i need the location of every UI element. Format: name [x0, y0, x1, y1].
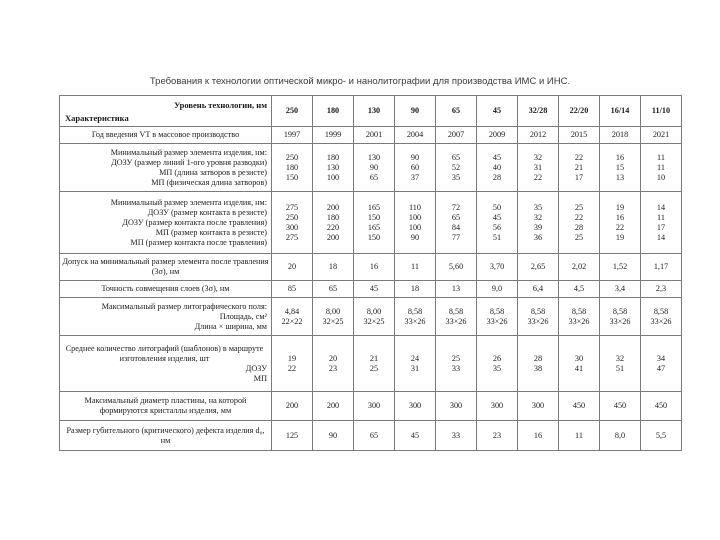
cell-value: 19	[615, 232, 625, 242]
cell-value: 165	[367, 202, 381, 212]
table-cell	[272, 298, 313, 336]
table-cell: 300	[477, 392, 518, 421]
cell-value: 8,58	[448, 306, 464, 316]
table-cell	[518, 298, 559, 336]
table-cell: 3,4	[600, 281, 641, 298]
row-subline: ДОЗУ (размер контакта в резисте)	[147, 207, 267, 217]
table-cell	[354, 144, 395, 192]
table-cell: 65	[354, 421, 395, 451]
cell-value: 13	[615, 172, 625, 182]
row-subline: ДОЗУ (размер линий 1-ого уровня разводки)	[111, 157, 267, 167]
table-cell: 3,70	[477, 254, 518, 281]
cell-value: 8,58	[571, 306, 587, 316]
cell-value: 17	[656, 222, 666, 232]
cell-value: 40	[492, 162, 502, 172]
cell-value: 33×26	[568, 316, 590, 326]
cell-value: 250	[285, 152, 299, 162]
table-cell	[600, 298, 641, 336]
table-cell	[477, 298, 518, 336]
table-cell	[436, 144, 477, 192]
cell-value: 30	[574, 353, 584, 363]
header-row	[60, 96, 682, 127]
cell-value: 22	[574, 152, 584, 162]
table-cell: 1999	[313, 127, 354, 144]
row-label: Размер губительного (критического) дефекта изделия d₀, нм	[60, 421, 272, 451]
table-cell: 23	[477, 421, 518, 451]
table-cell: 5,5	[641, 421, 682, 451]
table-cell	[559, 336, 600, 392]
cell-value: 24	[410, 353, 420, 363]
table-cell: 200	[313, 392, 354, 421]
table-cell: 2018	[600, 127, 641, 144]
cell-value: 84	[451, 222, 461, 232]
cell-value: 15	[615, 162, 625, 172]
row-label: Максимальный диаметр пластины, на которой формируются кристаллы изделия, мм	[60, 392, 272, 421]
table-cell	[354, 336, 395, 392]
table-cell	[600, 144, 641, 192]
table-caption: Требования к технологии оптической микро- и нанолитографии для производства ИМС и ИНС.	[149, 76, 571, 87]
cell-value: 60	[410, 162, 420, 172]
cell-value: 8,00	[325, 306, 341, 316]
cell-value: 35	[533, 202, 543, 212]
cell-value: 90	[410, 232, 420, 242]
cell-value: 90	[369, 162, 379, 172]
table-cell: 6,4	[518, 281, 559, 298]
row-subline: ДОЗУ (размер контакта после травления)	[122, 217, 267, 227]
cell-value: 23	[328, 363, 338, 373]
row-label: Год введения VT в массовое производство	[60, 127, 272, 144]
cell-value: 150	[285, 172, 299, 182]
cell-value: 220	[326, 222, 340, 232]
table-cell	[354, 298, 395, 336]
cell-value: 14	[656, 202, 666, 212]
cell-value: 33×26	[527, 316, 549, 326]
table-cell	[395, 298, 436, 336]
cell-value: 36	[533, 232, 543, 242]
cell-value: 8,58	[530, 306, 546, 316]
cell-value: 33	[451, 363, 461, 373]
cell-value: 20	[328, 353, 338, 363]
cell-value: 11	[657, 212, 665, 222]
level-header-cell: 90	[395, 96, 436, 127]
table-cell	[641, 336, 682, 392]
table-cell: 11	[395, 254, 436, 281]
cell-value: 22	[533, 172, 543, 182]
table-cell: 8,0	[600, 421, 641, 451]
cell-value: 28	[574, 222, 584, 232]
cell-value: 22×22	[281, 316, 303, 326]
table-cell: 125	[272, 421, 313, 451]
cell-value: 180	[326, 152, 340, 162]
table-cell	[313, 192, 354, 254]
cell-value: 33×26	[445, 316, 467, 326]
cell-value: 51	[492, 232, 502, 242]
table-cell	[436, 298, 477, 336]
cell-value: 32	[533, 212, 543, 222]
table-cell: 1,17	[641, 254, 682, 281]
table-cell: 4,5	[559, 281, 600, 298]
cell-value: 72	[451, 202, 461, 212]
cell-value: 21	[369, 353, 379, 363]
cell-value: 22	[574, 212, 584, 222]
table-cell	[641, 298, 682, 336]
cell-value: 35	[492, 363, 502, 373]
table-cell	[313, 298, 354, 336]
table-cell: 2015	[559, 127, 600, 144]
cell-value: 47	[656, 363, 666, 373]
cell-value: 275	[285, 202, 299, 212]
table-cell: 2,65	[518, 254, 559, 281]
cell-value: 25	[574, 202, 584, 212]
cell-value: 17	[574, 172, 584, 182]
table-cell: 200	[272, 392, 313, 421]
row-subline: Площадь, см²	[219, 311, 267, 321]
row-label: Допуск на минимальный размер элемента после травления (3σ), нм	[60, 254, 272, 281]
table-cell	[272, 192, 313, 254]
cell-value: 38	[533, 363, 543, 373]
row-title: Максимальный размер литографического поля:	[101, 301, 267, 311]
table-cell	[477, 336, 518, 392]
table-cell: 450	[641, 392, 682, 421]
table-row	[60, 144, 682, 192]
table-cell: 300	[518, 392, 559, 421]
cell-value: 19	[287, 353, 297, 363]
cell-value: 150	[367, 212, 381, 222]
cell-value: 33×26	[486, 316, 508, 326]
table-cell: 450	[600, 392, 641, 421]
table-cell	[559, 192, 600, 254]
table-cell: 20	[272, 254, 313, 281]
table-cell: 2009	[477, 127, 518, 144]
cell-value: 33×26	[650, 316, 672, 326]
cell-value: 22	[287, 363, 297, 373]
requirements-table	[59, 95, 682, 451]
row-subline: МП (размер контакта после травления)	[130, 237, 267, 247]
level-header-cell: 130	[354, 96, 395, 127]
table-cell: 45	[354, 281, 395, 298]
table-cell: 11	[559, 421, 600, 451]
level-header-cell: 32/28	[518, 96, 559, 127]
table-row	[60, 254, 682, 281]
cell-value: 45	[492, 212, 502, 222]
table-cell: 2007	[436, 127, 477, 144]
table-cell: 300	[354, 392, 395, 421]
level-header-cell: 22/20	[559, 96, 600, 127]
table-cell	[559, 298, 600, 336]
table-cell	[600, 336, 641, 392]
table-cell	[477, 144, 518, 192]
cell-value: 8,58	[653, 306, 669, 316]
cell-value: 8,00	[366, 306, 382, 316]
cell-value: 32	[533, 152, 543, 162]
characteristic-header-label: Характеристика	[65, 113, 129, 123]
cell-value: 50	[492, 202, 502, 212]
cell-value: 200	[326, 202, 340, 212]
cell-value: 33×26	[404, 316, 426, 326]
cell-value: 28	[533, 353, 543, 363]
cell-value: 65	[451, 212, 461, 222]
row-label	[60, 298, 272, 336]
cell-value: 16	[615, 152, 625, 162]
table-cell	[477, 192, 518, 254]
table-cell: 18	[313, 254, 354, 281]
cell-value: 180	[285, 162, 299, 172]
table-cell	[559, 144, 600, 192]
cell-value: 275	[285, 232, 299, 242]
row-subline: МП (длина затворов в резисте)	[159, 167, 267, 177]
cell-value: 165	[367, 222, 381, 232]
table-cell	[272, 144, 313, 192]
cell-value: 39	[533, 222, 543, 232]
cell-value: 35	[451, 172, 461, 182]
row-label	[60, 336, 272, 392]
table-cell	[436, 336, 477, 392]
cell-value: 100	[408, 222, 422, 232]
cell-value: 150	[367, 232, 381, 242]
table-cell: 2,02	[559, 254, 600, 281]
cell-value: 250	[285, 212, 299, 222]
cell-value: 65	[451, 152, 461, 162]
table-cell	[395, 336, 436, 392]
cell-value: 32×25	[322, 316, 344, 326]
row-title: Среднее количество литографий (шаблонов) в маршруте изготовления изделия, шт	[65, 343, 264, 363]
table-cell: 2,3	[641, 281, 682, 298]
table-cell: 2012	[518, 127, 559, 144]
cell-value: 32×25	[363, 316, 385, 326]
table-cell	[518, 336, 559, 392]
cell-value: 110	[409, 202, 421, 212]
table-cell: 9,0	[477, 281, 518, 298]
row-subline: МП (размер контакта в резисте)	[155, 227, 267, 237]
table-row	[60, 421, 682, 451]
cell-value: 200	[326, 232, 340, 242]
table-cell	[518, 192, 559, 254]
level-header-label: Уровень технологии, нм	[174, 100, 267, 110]
row-label	[60, 144, 272, 192]
row-label	[60, 192, 272, 254]
cell-value: 8,58	[612, 306, 628, 316]
cell-value: 77	[451, 232, 461, 242]
cell-value: 31	[533, 162, 543, 172]
table-cell: 90	[313, 421, 354, 451]
table-row	[60, 392, 682, 421]
level-header-cell: 11/10	[641, 96, 682, 127]
cell-value: 100	[326, 172, 340, 182]
table-cell: 2021	[641, 127, 682, 144]
table-cell: 2001	[354, 127, 395, 144]
cell-value: 16	[615, 212, 625, 222]
table-cell: 33	[436, 421, 477, 451]
cell-value: 52	[451, 162, 461, 172]
row-subline: ДОЗУ	[245, 363, 267, 373]
cell-value: 65	[369, 172, 379, 182]
row-title: Минимальный размер элемента изделия, нм:	[110, 197, 267, 207]
cell-value: 28	[492, 172, 502, 182]
table-cell	[354, 192, 395, 254]
table-cell	[518, 144, 559, 192]
row-label: Точность совмещения слоев (3σ), нм	[60, 281, 272, 298]
header-corner-cell	[60, 96, 272, 127]
table-cell: 300	[395, 392, 436, 421]
table-row	[60, 127, 682, 144]
cell-value: 130	[367, 152, 381, 162]
cell-value: 14	[656, 232, 666, 242]
table-cell: 65	[313, 281, 354, 298]
table-cell: 5,60	[436, 254, 477, 281]
cell-value: 8,58	[407, 306, 423, 316]
row-subline: Длина × ширина, мм	[194, 321, 267, 331]
cell-value: 51	[615, 363, 625, 373]
cell-value: 56	[492, 222, 502, 232]
cell-value: 130	[326, 162, 340, 172]
table-cell: 16	[518, 421, 559, 451]
table-cell: 2004	[395, 127, 436, 144]
table-cell: 1997	[272, 127, 313, 144]
cell-value: 25	[451, 353, 461, 363]
table-row	[60, 192, 682, 254]
level-header-cell: 250	[272, 96, 313, 127]
table-cell	[600, 192, 641, 254]
cell-value: 180	[326, 212, 340, 222]
table-cell: 16	[354, 254, 395, 281]
cell-value: 300	[285, 222, 299, 232]
table-row	[60, 336, 682, 392]
cell-value: 100	[408, 212, 422, 222]
table-cell: 45	[395, 421, 436, 451]
level-header-cell: 65	[436, 96, 477, 127]
table-cell	[313, 144, 354, 192]
cell-value: 22	[615, 222, 625, 232]
cell-value: 4,84	[284, 306, 300, 316]
cell-value: 19	[615, 202, 625, 212]
cell-value: 90	[410, 152, 420, 162]
cell-value: 11	[657, 152, 665, 162]
table-cell	[395, 144, 436, 192]
level-header-cell: 16/14	[600, 96, 641, 127]
cell-value: 21	[574, 162, 584, 172]
table-cell: 450	[559, 392, 600, 421]
cell-value: 25	[369, 363, 379, 373]
level-header-cell: 180	[313, 96, 354, 127]
table-row	[60, 281, 682, 298]
cell-value: 34	[656, 353, 666, 363]
table-cell	[436, 192, 477, 254]
table-row	[60, 298, 682, 336]
table-cell: 1,52	[600, 254, 641, 281]
table-cell	[395, 192, 436, 254]
cell-value: 32	[615, 353, 625, 363]
cell-value: 45	[492, 152, 502, 162]
cell-value: 26	[492, 353, 502, 363]
table-cell: 85	[272, 281, 313, 298]
cell-value: 8,58	[489, 306, 505, 316]
cell-value: 31	[410, 363, 420, 373]
table-cell: 18	[395, 281, 436, 298]
row-subline: МП	[253, 373, 267, 383]
cell-value: 25	[574, 232, 584, 242]
level-header-cell: 45	[477, 96, 518, 127]
table-cell	[641, 144, 682, 192]
table-cell	[313, 336, 354, 392]
row-subline: МП (физическая длина затворов)	[151, 177, 267, 187]
cell-value: 11	[657, 162, 665, 172]
cell-value: 41	[574, 363, 584, 373]
table-cell	[641, 192, 682, 254]
table-cell: 300	[436, 392, 477, 421]
table-cell: 13	[436, 281, 477, 298]
cell-value: 10	[656, 172, 666, 182]
table-cell	[272, 336, 313, 392]
cell-value: 37	[410, 172, 420, 182]
cell-value: 33×26	[609, 316, 631, 326]
row-title: Минимальный размер элемента изделия, нм:	[110, 147, 267, 157]
